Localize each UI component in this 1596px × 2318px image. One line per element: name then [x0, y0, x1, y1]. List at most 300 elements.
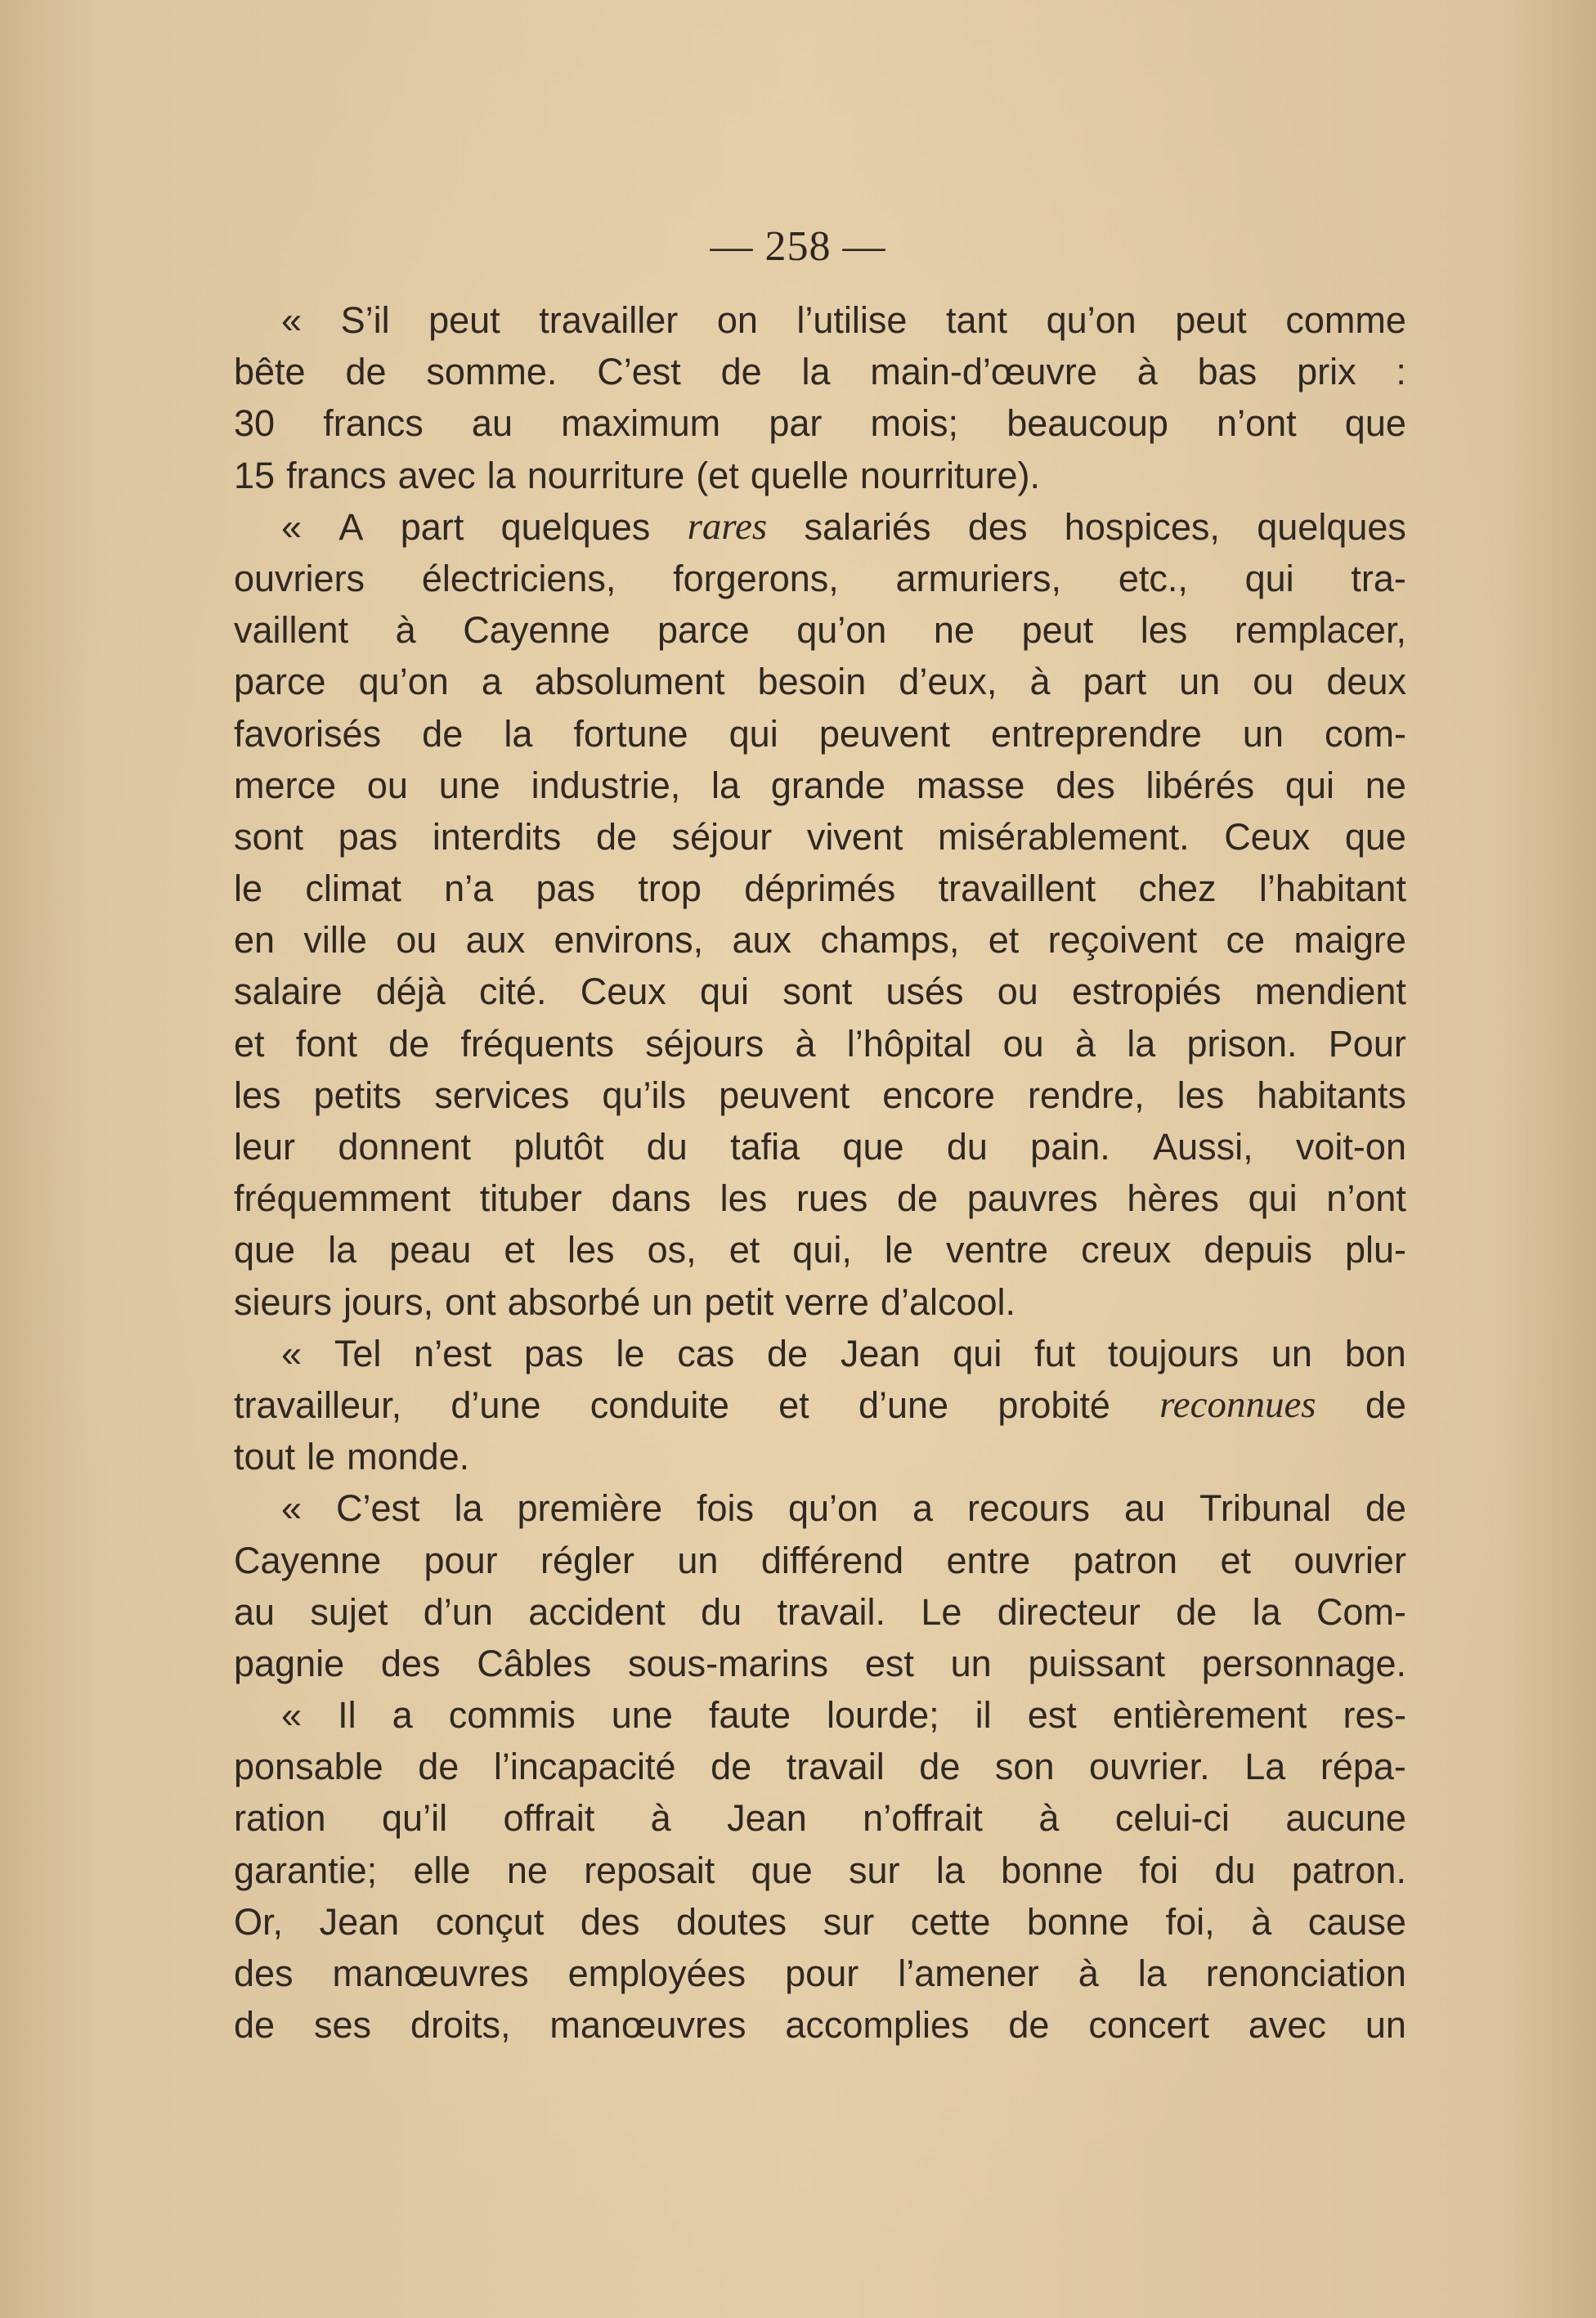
- text-line: [234, 1948, 1406, 1999]
- word: une: [438, 764, 500, 806]
- word: prix: [1297, 351, 1356, 393]
- word: qu’on: [1046, 299, 1136, 341]
- word: forgerons,: [673, 557, 839, 599]
- word: les: [567, 1229, 615, 1271]
- text-line: [234, 760, 1406, 811]
- word: masse: [916, 764, 1025, 806]
- word: de: [919, 1746, 961, 1788]
- word: petit: [704, 1280, 774, 1323]
- word: n’ont: [1326, 1177, 1406, 1220]
- text-line: [234, 1379, 1406, 1431]
- word: rues: [796, 1177, 868, 1220]
- word: des: [380, 1642, 441, 1684]
- word: qui: [1248, 1177, 1298, 1220]
- word: Le: [921, 1590, 962, 1633]
- word: de: [711, 1746, 752, 1788]
- word: de: [1365, 1383, 1406, 1426]
- text-line: [234, 1689, 1406, 1741]
- word: C’est: [597, 351, 681, 393]
- word: l’habitant: [1258, 868, 1406, 910]
- text-line: [234, 1586, 1406, 1638]
- word: qu’on: [796, 609, 887, 652]
- word: misérablement.: [937, 815, 1190, 858]
- word: Il: [338, 1694, 356, 1737]
- word: celui-ci: [1114, 1797, 1230, 1840]
- word: garantie;: [234, 1849, 378, 1891]
- word: probité: [998, 1383, 1110, 1426]
- word: absolument: [534, 661, 725, 703]
- word: fréquents: [460, 1022, 614, 1065]
- word: Tribunal: [1199, 1487, 1331, 1530]
- word: creux: [1081, 1229, 1172, 1271]
- word: «: [281, 299, 303, 341]
- word: toujours: [1107, 1332, 1240, 1374]
- word: accomplies: [785, 2004, 970, 2047]
- word: bon: [1344, 1332, 1406, 1374]
- word: de: [422, 712, 464, 755]
- word: recours: [967, 1487, 1091, 1530]
- word: comme: [1285, 299, 1406, 341]
- word: nourriture: [527, 454, 685, 496]
- word: cas: [677, 1332, 735, 1374]
- word: qui: [1284, 764, 1334, 806]
- word: l’hôpital: [846, 1022, 972, 1065]
- text-line: [234, 1482, 1406, 1534]
- word: au: [234, 1590, 276, 1633]
- word: ouvrier.: [1089, 1746, 1210, 1788]
- word: le: [616, 1332, 645, 1374]
- word: personnage.: [1201, 1642, 1406, 1684]
- word: absorbé: [507, 1280, 641, 1323]
- word: «: [281, 505, 303, 548]
- word: part: [1083, 661, 1147, 703]
- word: le: [884, 1229, 913, 1271]
- word: de: [345, 351, 387, 393]
- word: Pour: [1328, 1022, 1406, 1065]
- word: à: [1029, 661, 1051, 703]
- word: qui: [729, 712, 778, 755]
- word: les: [234, 1074, 281, 1116]
- word: «: [281, 1487, 303, 1530]
- word: salaire: [234, 971, 343, 1013]
- word: armuriers,: [895, 557, 1062, 599]
- word: industrie,: [531, 764, 681, 806]
- word: à: [1136, 351, 1158, 393]
- word: favorisés: [234, 712, 382, 755]
- word: vaillent: [234, 609, 349, 652]
- word: La: [1244, 1746, 1286, 1788]
- word: S’il: [340, 299, 390, 341]
- word: «: [281, 1332, 303, 1374]
- word: à: [1078, 1953, 1099, 1994]
- word: besoin: [757, 661, 867, 703]
- word: ration: [234, 1797, 326, 1840]
- word: patron: [1073, 1539, 1178, 1581]
- word: deux: [1326, 661, 1406, 703]
- word: des: [1056, 764, 1115, 806]
- word: que: [751, 1849, 813, 1891]
- word: entreprendre: [991, 712, 1202, 755]
- word: plu-: [1344, 1229, 1406, 1271]
- word: qui,: [792, 1229, 852, 1271]
- word: une: [611, 1694, 673, 1737]
- word: grande: [770, 764, 885, 806]
- word: d’une: [451, 1383, 541, 1426]
- text-line: [234, 1069, 1406, 1121]
- text-line: [234, 863, 1406, 914]
- word: au: [471, 402, 513, 445]
- word: travail.: [777, 1590, 886, 1633]
- word: remplacer,: [1234, 609, 1406, 652]
- text-line: [234, 1276, 1406, 1328]
- word: son: [994, 1746, 1055, 1788]
- word: travaillent: [938, 868, 1096, 910]
- word: la: [504, 712, 533, 755]
- word: concert: [1088, 2004, 1209, 2047]
- word: peut: [428, 299, 500, 341]
- word: qui: [699, 971, 750, 1013]
- word: vivent: [806, 815, 903, 858]
- word: estropiés: [1071, 971, 1222, 1013]
- word: Or,: [234, 1900, 284, 1943]
- word: «: [281, 1694, 303, 1737]
- word: sous-marins: [628, 1642, 829, 1684]
- word: interdits: [432, 815, 562, 858]
- word: les: [720, 1177, 768, 1220]
- word: ne: [933, 609, 975, 652]
- word: Câbles: [477, 1642, 592, 1684]
- word: main-d’œuvre: [870, 351, 1097, 393]
- word: mois;: [870, 402, 959, 445]
- word: A: [338, 505, 364, 548]
- word: de: [720, 351, 762, 393]
- word: Com-: [1316, 1590, 1406, 1633]
- word: tafia: [730, 1126, 800, 1168]
- word: mendient: [1254, 971, 1406, 1013]
- word: et: [504, 1229, 535, 1271]
- word: travail: [786, 1746, 885, 1788]
- word: pour: [424, 1539, 498, 1581]
- word: électriciens,: [421, 557, 616, 599]
- word: cette: [910, 1900, 991, 1943]
- word: sur: [823, 1900, 875, 1943]
- text-line: [234, 501, 1406, 553]
- word: ouvrier: [1293, 1539, 1406, 1581]
- word: n’ont: [1217, 402, 1297, 445]
- word: un: [1179, 661, 1221, 703]
- text-line: [234, 1638, 1406, 1689]
- word: l’amener: [898, 1953, 1039, 1994]
- text-line: [234, 1792, 1406, 1844]
- word: qui: [953, 1332, 1002, 1374]
- word: accident: [528, 1590, 666, 1633]
- word: en: [234, 919, 276, 962]
- word: un: [1271, 1332, 1312, 1374]
- word: a: [912, 1487, 934, 1530]
- word: qui: [1244, 557, 1294, 599]
- word: sont: [782, 971, 853, 1013]
- word: maigre: [1293, 919, 1406, 962]
- word: d’un: [423, 1590, 493, 1633]
- word: leur: [234, 1126, 296, 1168]
- word: avec: [397, 454, 476, 496]
- text-line: [234, 294, 1406, 346]
- word: droits,: [410, 2004, 511, 2047]
- word: du: [701, 1590, 742, 1633]
- word: n’a: [444, 868, 494, 910]
- word: commis: [448, 1694, 576, 1737]
- word: a: [481, 661, 502, 703]
- word: petits: [313, 1074, 402, 1116]
- word: peuvent: [719, 1074, 850, 1116]
- word: la: [1252, 1590, 1281, 1633]
- word: pour: [785, 1953, 859, 1994]
- word: différend: [760, 1539, 904, 1581]
- text-line: [234, 1018, 1406, 1069]
- word: à: [1251, 1900, 1272, 1943]
- word: sont: [234, 815, 304, 858]
- word: et: [778, 1383, 809, 1426]
- word: de: [595, 815, 638, 858]
- word: à: [795, 1022, 816, 1065]
- text-line: [234, 1999, 1406, 2051]
- word: Jean: [319, 1900, 400, 1943]
- word: d’une: [858, 1383, 949, 1426]
- word: tant: [945, 299, 1008, 341]
- word: un: [950, 1642, 992, 1684]
- word: bête: [234, 351, 306, 393]
- word: les: [1140, 609, 1188, 652]
- text-line: [234, 966, 1406, 1017]
- word: tout: [234, 1436, 296, 1478]
- word: ventre: [946, 1229, 1049, 1271]
- word: bonne: [1026, 1900, 1130, 1943]
- word: com-: [1324, 712, 1406, 755]
- word: des: [580, 1900, 640, 1943]
- word: ponsable: [234, 1746, 383, 1788]
- word: la: [486, 454, 516, 496]
- word: du: [646, 1126, 688, 1168]
- text-line: [234, 604, 1406, 656]
- word: qu’on: [358, 661, 449, 703]
- word: que: [1344, 815, 1406, 858]
- word: on: [716, 299, 758, 341]
- word: de: [1176, 1590, 1217, 1633]
- word: 15: [234, 454, 276, 496]
- text-line: [234, 1328, 1406, 1379]
- word: qu’il: [382, 1797, 448, 1840]
- word: merce: [234, 764, 337, 806]
- word: aux: [465, 919, 526, 962]
- word: et: [1220, 1539, 1251, 1581]
- text-line: [234, 914, 1406, 966]
- word: ouvriers: [234, 557, 365, 599]
- word: monde.: [347, 1436, 470, 1478]
- word: francs: [323, 402, 424, 445]
- word: entre: [946, 1539, 1031, 1581]
- word: un: [1242, 712, 1284, 755]
- word: de: [388, 1022, 430, 1065]
- word: n’est: [414, 1332, 492, 1374]
- word: :: [1396, 351, 1406, 393]
- word: l’utilise: [796, 299, 908, 341]
- word: fréquemment: [234, 1177, 451, 1220]
- page-number: — 258 —: [710, 223, 886, 270]
- word: encore: [882, 1074, 995, 1116]
- word: donnent: [338, 1126, 472, 1168]
- word: pagnie: [234, 1642, 345, 1684]
- word: régler: [540, 1539, 635, 1581]
- word: d’eux,: [899, 661, 998, 703]
- word: ou: [1253, 661, 1294, 703]
- word: directeur: [997, 1590, 1141, 1633]
- word: déprimés: [744, 868, 896, 910]
- word: manœuvres: [549, 2004, 746, 2047]
- word: libérés: [1145, 764, 1255, 806]
- word: le: [234, 868, 263, 910]
- word: employées: [567, 1953, 746, 1994]
- word: des: [967, 505, 1028, 548]
- word: (et: [696, 454, 739, 496]
- word: de: [418, 1746, 460, 1788]
- word: de: [1365, 1487, 1406, 1530]
- word: travailleur,: [234, 1383, 402, 1426]
- word: hospices,: [1064, 505, 1220, 548]
- word: un: [652, 1280, 693, 1323]
- word: nourriture).: [859, 454, 1040, 496]
- word: la: [801, 351, 831, 393]
- word: ses: [313, 2004, 372, 2047]
- text-line: [234, 1845, 1406, 1896]
- word: somme.: [426, 351, 558, 393]
- word: d’alcool.: [880, 1280, 1016, 1323]
- word: Cayenne: [234, 1539, 382, 1581]
- word: part: [400, 505, 464, 548]
- word: francs: [286, 454, 387, 496]
- word: fortune: [573, 712, 688, 755]
- body-text: [234, 294, 1406, 2051]
- word: peau: [389, 1229, 472, 1271]
- word: la: [1127, 1022, 1156, 1065]
- word: manœuvres: [332, 1953, 529, 1994]
- word: trop: [638, 868, 702, 910]
- word: lourde;: [827, 1694, 939, 1737]
- word: la: [711, 764, 741, 806]
- word: offrait: [503, 1797, 595, 1840]
- word: Cayenne: [463, 609, 611, 652]
- word: première: [517, 1487, 663, 1530]
- word: hères: [1127, 1177, 1219, 1220]
- word: les: [1177, 1074, 1225, 1116]
- word: peut: [1021, 609, 1094, 652]
- word: à: [1038, 1797, 1060, 1840]
- word: cité.: [479, 971, 547, 1013]
- word: font: [295, 1022, 357, 1065]
- text-line: [234, 1172, 1406, 1224]
- text-line: [234, 450, 1406, 501]
- word: renonciation: [1205, 1953, 1406, 1994]
- word: peut: [1175, 299, 1247, 341]
- word: jours,: [343, 1280, 434, 1323]
- word: la: [935, 1849, 965, 1891]
- text-line: [234, 1896, 1406, 1948]
- word: 30: [234, 402, 276, 445]
- word: bonne: [1001, 1849, 1104, 1891]
- word: que: [842, 1126, 904, 1168]
- word: etc.,: [1118, 557, 1188, 599]
- word: Jean: [840, 1332, 921, 1374]
- word: du: [1214, 1849, 1256, 1891]
- word: ne: [1365, 764, 1406, 806]
- word: ou: [1002, 1022, 1044, 1065]
- word: fois: [696, 1487, 754, 1530]
- text-line: [234, 1224, 1406, 1276]
- word: répa-: [1320, 1746, 1406, 1788]
- word: habitants: [1257, 1074, 1406, 1116]
- word: à: [395, 609, 416, 652]
- word: puissant: [1028, 1642, 1166, 1684]
- word: séjours: [645, 1022, 764, 1065]
- word: depuis: [1204, 1229, 1312, 1271]
- word: parce: [657, 609, 750, 652]
- word: avec: [1248, 2004, 1326, 2047]
- word: la: [328, 1229, 357, 1271]
- text-line: [234, 1121, 1406, 1172]
- word: pas: [524, 1332, 584, 1374]
- word: foi: [1139, 1849, 1179, 1891]
- word: sieurs: [234, 1280, 333, 1323]
- word: des: [234, 1953, 294, 1994]
- word: quelle: [750, 454, 849, 496]
- word: n’offrait: [863, 1797, 983, 1840]
- word: usés: [885, 971, 964, 1013]
- word: conçut: [435, 1900, 545, 1943]
- word: et: [234, 1022, 265, 1065]
- word: ont: [445, 1280, 496, 1323]
- text-line: [234, 397, 1406, 449]
- text-line: [234, 1741, 1406, 1792]
- word: doutes: [676, 1900, 787, 1943]
- word: déjà: [375, 971, 446, 1013]
- word: de: [767, 1332, 809, 1374]
- word: sur: [849, 1849, 900, 1891]
- text-line: [234, 811, 1406, 863]
- word: un: [677, 1539, 719, 1581]
- word: ou: [366, 764, 408, 806]
- word: au: [1124, 1487, 1166, 1530]
- word: la: [454, 1487, 483, 1530]
- word: pas: [338, 815, 398, 858]
- word: beaucoup: [1006, 402, 1168, 445]
- word: la: [1137, 1953, 1167, 1994]
- word: peuvent: [818, 712, 950, 755]
- word: salariés: [804, 505, 931, 548]
- word: ne: [506, 1849, 548, 1891]
- word: elle: [413, 1849, 471, 1891]
- word: le: [307, 1436, 336, 1478]
- word: pain.: [1030, 1126, 1110, 1168]
- word: patron.: [1291, 1849, 1406, 1891]
- word: séjour: [671, 815, 773, 858]
- word: foi,: [1165, 1900, 1215, 1943]
- word: l’incapacité: [493, 1746, 676, 1788]
- text-line: [234, 656, 1406, 707]
- text-line: [234, 708, 1406, 760]
- word: sujet: [310, 1590, 388, 1633]
- word: que: [234, 1229, 296, 1271]
- word: cause: [1307, 1900, 1406, 1943]
- word: C’est: [335, 1487, 420, 1530]
